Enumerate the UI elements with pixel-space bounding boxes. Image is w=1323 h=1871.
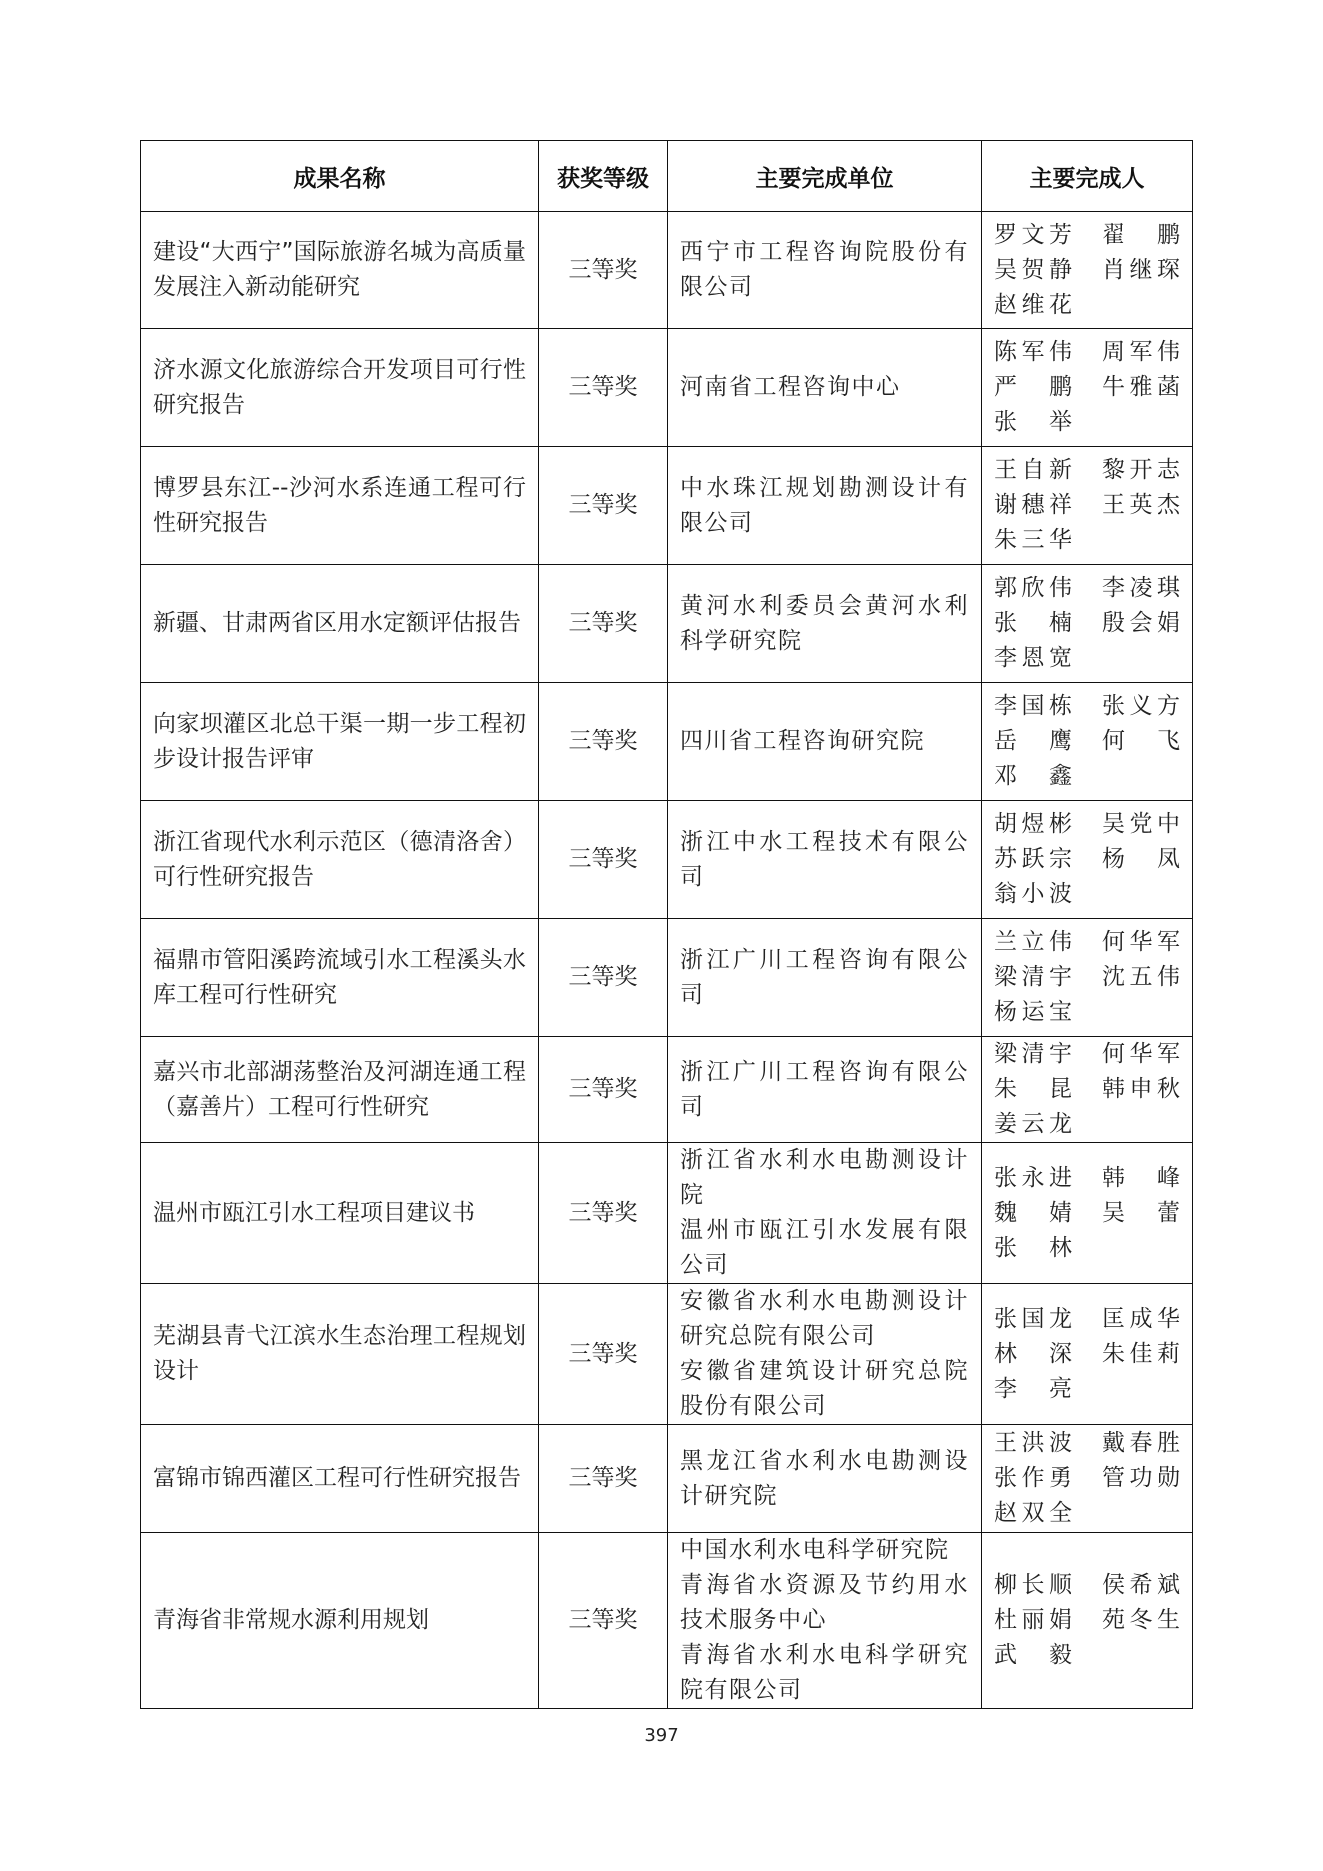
people-line: [994, 1302, 1180, 1337]
person-name: 牛雅菡: [1102, 374, 1180, 400]
award-grade: 三等奖: [539, 683, 668, 801]
person-name: 戴春胜: [1102, 1430, 1180, 1456]
achievement-name: 博罗县东江--沙河水系连通工程可行性研究报告: [141, 447, 539, 565]
table-row: [141, 1284, 1193, 1425]
person-name: 赵维花: [994, 291, 1072, 318]
main-units: [668, 329, 982, 447]
people-line: [994, 253, 1180, 288]
person-name: 郭欣伟: [994, 575, 1072, 601]
people-line: [994, 218, 1180, 253]
people-line: [994, 995, 1180, 1030]
table-row: [141, 1143, 1193, 1284]
person-name: 李 亮: [994, 1375, 1072, 1402]
person-name: 吴 蕾: [1102, 1199, 1180, 1226]
person-name: 张国龙: [994, 1305, 1072, 1332]
main-people: [982, 447, 1193, 565]
table-row: [141, 1037, 1193, 1143]
person-name: 王英杰: [1102, 492, 1180, 518]
main-people: [982, 1037, 1193, 1143]
people-line: [994, 1337, 1180, 1372]
person-name: 侯希斌: [1102, 1572, 1180, 1598]
person-name: 张作勇: [994, 1465, 1072, 1491]
main-units: [668, 683, 982, 801]
person-name: 赵双全: [994, 1500, 1072, 1526]
award-grade: 三等奖: [539, 1425, 668, 1533]
award-grade: 三等奖: [539, 801, 668, 919]
person-name: 梁清宇: [994, 1041, 1072, 1067]
award-grade: 三等奖: [539, 329, 668, 447]
main-people: [982, 683, 1193, 801]
person-name: 何华军: [1102, 1041, 1180, 1067]
person-name: 姜云龙: [994, 1111, 1072, 1137]
people-line: [994, 1161, 1180, 1196]
unit-name: 安徽省水利水电勘测设计研究总院有限公司: [680, 1288, 969, 1349]
person-name: 朱佳莉: [1102, 1340, 1180, 1367]
people-line: [994, 488, 1180, 523]
unit-name: 浙江广川工程咨询有限公司: [680, 1058, 969, 1120]
person-name: 梁清宇: [994, 964, 1072, 990]
people-line: [994, 641, 1180, 676]
person-name: 严 鹏: [994, 374, 1072, 400]
table-header: [141, 141, 1193, 212]
person-name: 何 飞: [1102, 728, 1180, 754]
unit-name: 中国水利水电科学研究院: [680, 1537, 950, 1563]
achievement-name: 向家坝灌区北总干渠一期一步工程初步设计报告评审: [141, 683, 539, 801]
header-award-grade: 获奖等级: [539, 141, 668, 212]
person-name: 杨运宝: [994, 999, 1072, 1025]
unit-name: 黑龙江省水利水电勘测设计研究院: [680, 1447, 969, 1509]
person-name: 韩 峰: [1102, 1164, 1180, 1191]
person-name: 何华军: [1102, 929, 1180, 955]
people-line: [994, 1496, 1180, 1531]
people-line: [994, 1638, 1180, 1673]
unit-name: 浙江中水工程技术有限公司: [680, 828, 969, 890]
achievement-name: 济水源文化旅游综合开发项目可行性研究报告: [141, 329, 539, 447]
person-name: 杨 凤: [1102, 846, 1180, 872]
award-grade: 三等奖: [539, 1037, 668, 1143]
main-units: [668, 1533, 982, 1709]
table-row: [141, 212, 1193, 329]
main-people: [982, 329, 1193, 447]
person-name: 李恩宽: [994, 645, 1072, 671]
award-grade: 三等奖: [539, 565, 668, 683]
people-line: [994, 1107, 1180, 1142]
achievement-name: 富锦市锦西灌区工程可行性研究报告: [141, 1425, 539, 1533]
table-row: [141, 565, 1193, 683]
achievement-name: 福鼎市管阳溪跨流域引水工程溪头水库工程可行性研究: [141, 919, 539, 1037]
person-name: 肖继琛: [1102, 256, 1180, 283]
main-units: [668, 447, 982, 565]
achievement-name: 浙江省现代水利示范区（德清洛舍）可行性研究报告: [141, 801, 539, 919]
unit-name: 中水珠江规划勘测设计有限公司: [680, 474, 969, 536]
people-line: [994, 523, 1180, 558]
unit-name: 安徽省建筑设计研究总院股份有限公司: [680, 1358, 969, 1419]
people-line: [994, 1461, 1180, 1496]
people-line: [994, 842, 1180, 877]
people-line: [994, 370, 1180, 405]
person-name: 朱三华: [994, 527, 1072, 553]
header-main-units: 主要完成单位: [668, 141, 982, 212]
main-units: [668, 565, 982, 683]
person-name: 王自新: [994, 457, 1072, 483]
achievement-name: 青海省非常规水源利用规划: [141, 1533, 539, 1709]
people-line: [994, 1072, 1180, 1107]
main-units: [668, 1143, 982, 1284]
award-grade: 三等奖: [539, 212, 668, 329]
main-units: [668, 801, 982, 919]
unit-name: 温州市瓯江引水发展有限公司: [680, 1217, 969, 1278]
people-line: [994, 1603, 1180, 1638]
person-name: 岳 鹰: [994, 728, 1072, 754]
people-line: [994, 453, 1180, 488]
unit-name: 河南省工程咨询中心: [680, 374, 901, 400]
people-line: [994, 606, 1180, 641]
unit-name: 青海省水资源及节约用水技术服务中心: [680, 1572, 969, 1633]
table-row: [141, 919, 1193, 1037]
people-line: [994, 877, 1180, 912]
unit-name: 浙江省水利水电勘测设计院: [680, 1147, 969, 1208]
main-people: [982, 919, 1193, 1037]
achievement-name: 温州市瓯江引水工程项目建议书: [141, 1143, 539, 1284]
people-line: [994, 1568, 1180, 1603]
header-main-people: 主要完成人: [982, 141, 1193, 212]
person-name: 林 深: [994, 1340, 1072, 1367]
person-name: 张永进: [994, 1164, 1072, 1191]
person-name: 邓 鑫: [994, 763, 1072, 789]
person-name: 张义方: [1102, 693, 1180, 719]
main-people: [982, 212, 1193, 329]
person-name: 陈军伟: [994, 339, 1072, 365]
people-line: [994, 1426, 1180, 1461]
award-grade: 三等奖: [539, 447, 668, 565]
table-row: [141, 447, 1193, 565]
person-name: 兰立伟: [994, 929, 1072, 955]
main-people: [982, 1425, 1193, 1533]
main-people: [982, 1533, 1193, 1709]
award-grade: 三等奖: [539, 1533, 668, 1709]
main-people: [982, 565, 1193, 683]
person-name: 吴党中: [1102, 811, 1180, 837]
achievement-name: 新疆、甘肃两省区用水定额评估报告: [141, 565, 539, 683]
person-name: 张 楠: [994, 610, 1072, 636]
award-grade: 三等奖: [539, 919, 668, 1037]
person-name: 李凌琪: [1102, 575, 1180, 601]
main-people: [982, 1143, 1193, 1284]
person-name: 苑冬生: [1102, 1607, 1180, 1633]
person-name: 苏跃宗: [994, 846, 1072, 872]
person-name: 翟 鹏: [1102, 221, 1180, 248]
people-line: [994, 571, 1180, 606]
person-name: 殷会娟: [1102, 610, 1180, 636]
people-line: [994, 335, 1180, 370]
person-name: 韩申秋: [1102, 1076, 1180, 1102]
person-name: 杜丽娟: [994, 1607, 1072, 1633]
person-name: 胡煜彬: [994, 811, 1072, 837]
page-number: 397: [644, 1725, 679, 1746]
people-line: [994, 1037, 1180, 1072]
award-grade: 三等奖: [539, 1284, 668, 1425]
person-name: 罗文芳: [994, 221, 1072, 248]
award-grade: 三等奖: [539, 1143, 668, 1284]
person-name: 管功勋: [1102, 1465, 1180, 1491]
people-line: [994, 807, 1180, 842]
unit-name: 青海省水利水电科学研究院有限公司: [680, 1642, 969, 1703]
person-name: 翁小波: [994, 881, 1072, 907]
unit-name: 浙江广川工程咨询有限公司: [680, 946, 969, 1008]
table-body: [141, 212, 1193, 1709]
person-name: 魏 婧: [994, 1199, 1072, 1226]
person-name: 王洪波: [994, 1430, 1072, 1456]
people-line: [994, 689, 1180, 724]
main-units: [668, 1425, 982, 1533]
people-line: [994, 288, 1180, 323]
person-name: 谢穗祥: [994, 492, 1072, 518]
person-name: 朱 昆: [994, 1076, 1072, 1102]
table-row: [141, 683, 1193, 801]
people-line: [994, 724, 1180, 759]
header-row: [141, 141, 1193, 212]
people-line: [994, 960, 1180, 995]
achievement-name: 嘉兴市北部湖荡整治及河湖连通工程（嘉善片）工程可行性研究: [141, 1037, 539, 1143]
people-line: [994, 1231, 1180, 1266]
main-people: [982, 801, 1193, 919]
unit-name: 黄河水利委员会黄河水利科学研究院: [680, 592, 969, 654]
main-units: [668, 212, 982, 329]
header-achievement-name: 成果名称: [141, 141, 539, 212]
people-line: [994, 759, 1180, 794]
person-name: 李国栋: [994, 693, 1072, 719]
main-units: [668, 1284, 982, 1425]
person-name: 张 林: [994, 1234, 1072, 1261]
main-units: [668, 919, 982, 1037]
person-name: 吴贺静: [994, 256, 1072, 283]
person-name: 黎开志: [1102, 457, 1180, 483]
person-name: 周军伟: [1102, 339, 1180, 365]
person-name: 沈五伟: [1102, 964, 1180, 990]
table-row: [141, 801, 1193, 919]
unit-name: 四川省工程咨询研究院: [680, 728, 925, 754]
people-line: [994, 1372, 1180, 1407]
main-people: [982, 1284, 1193, 1425]
awards-table: [140, 140, 1193, 1709]
unit-name: 西宁市工程咨询院股份有限公司: [680, 239, 969, 300]
person-name: 武 毅: [994, 1642, 1072, 1668]
person-name: 匡成华: [1102, 1305, 1180, 1332]
table-row: [141, 329, 1193, 447]
person-name: 张 举: [994, 409, 1072, 435]
table-row: [141, 1425, 1193, 1533]
achievement-name: 芜湖县青弋江滨水生态治理工程规划设计: [141, 1284, 539, 1425]
main-units: [668, 1037, 982, 1143]
table-row: [141, 1533, 1193, 1709]
people-line: [994, 405, 1180, 440]
people-line: [994, 925, 1180, 960]
person-name: 柳长顺: [994, 1572, 1072, 1598]
people-line: [994, 1196, 1180, 1231]
achievement-name: 建设“大西宁”国际旅游名城为高质量发展注入新动能研究: [141, 212, 539, 329]
